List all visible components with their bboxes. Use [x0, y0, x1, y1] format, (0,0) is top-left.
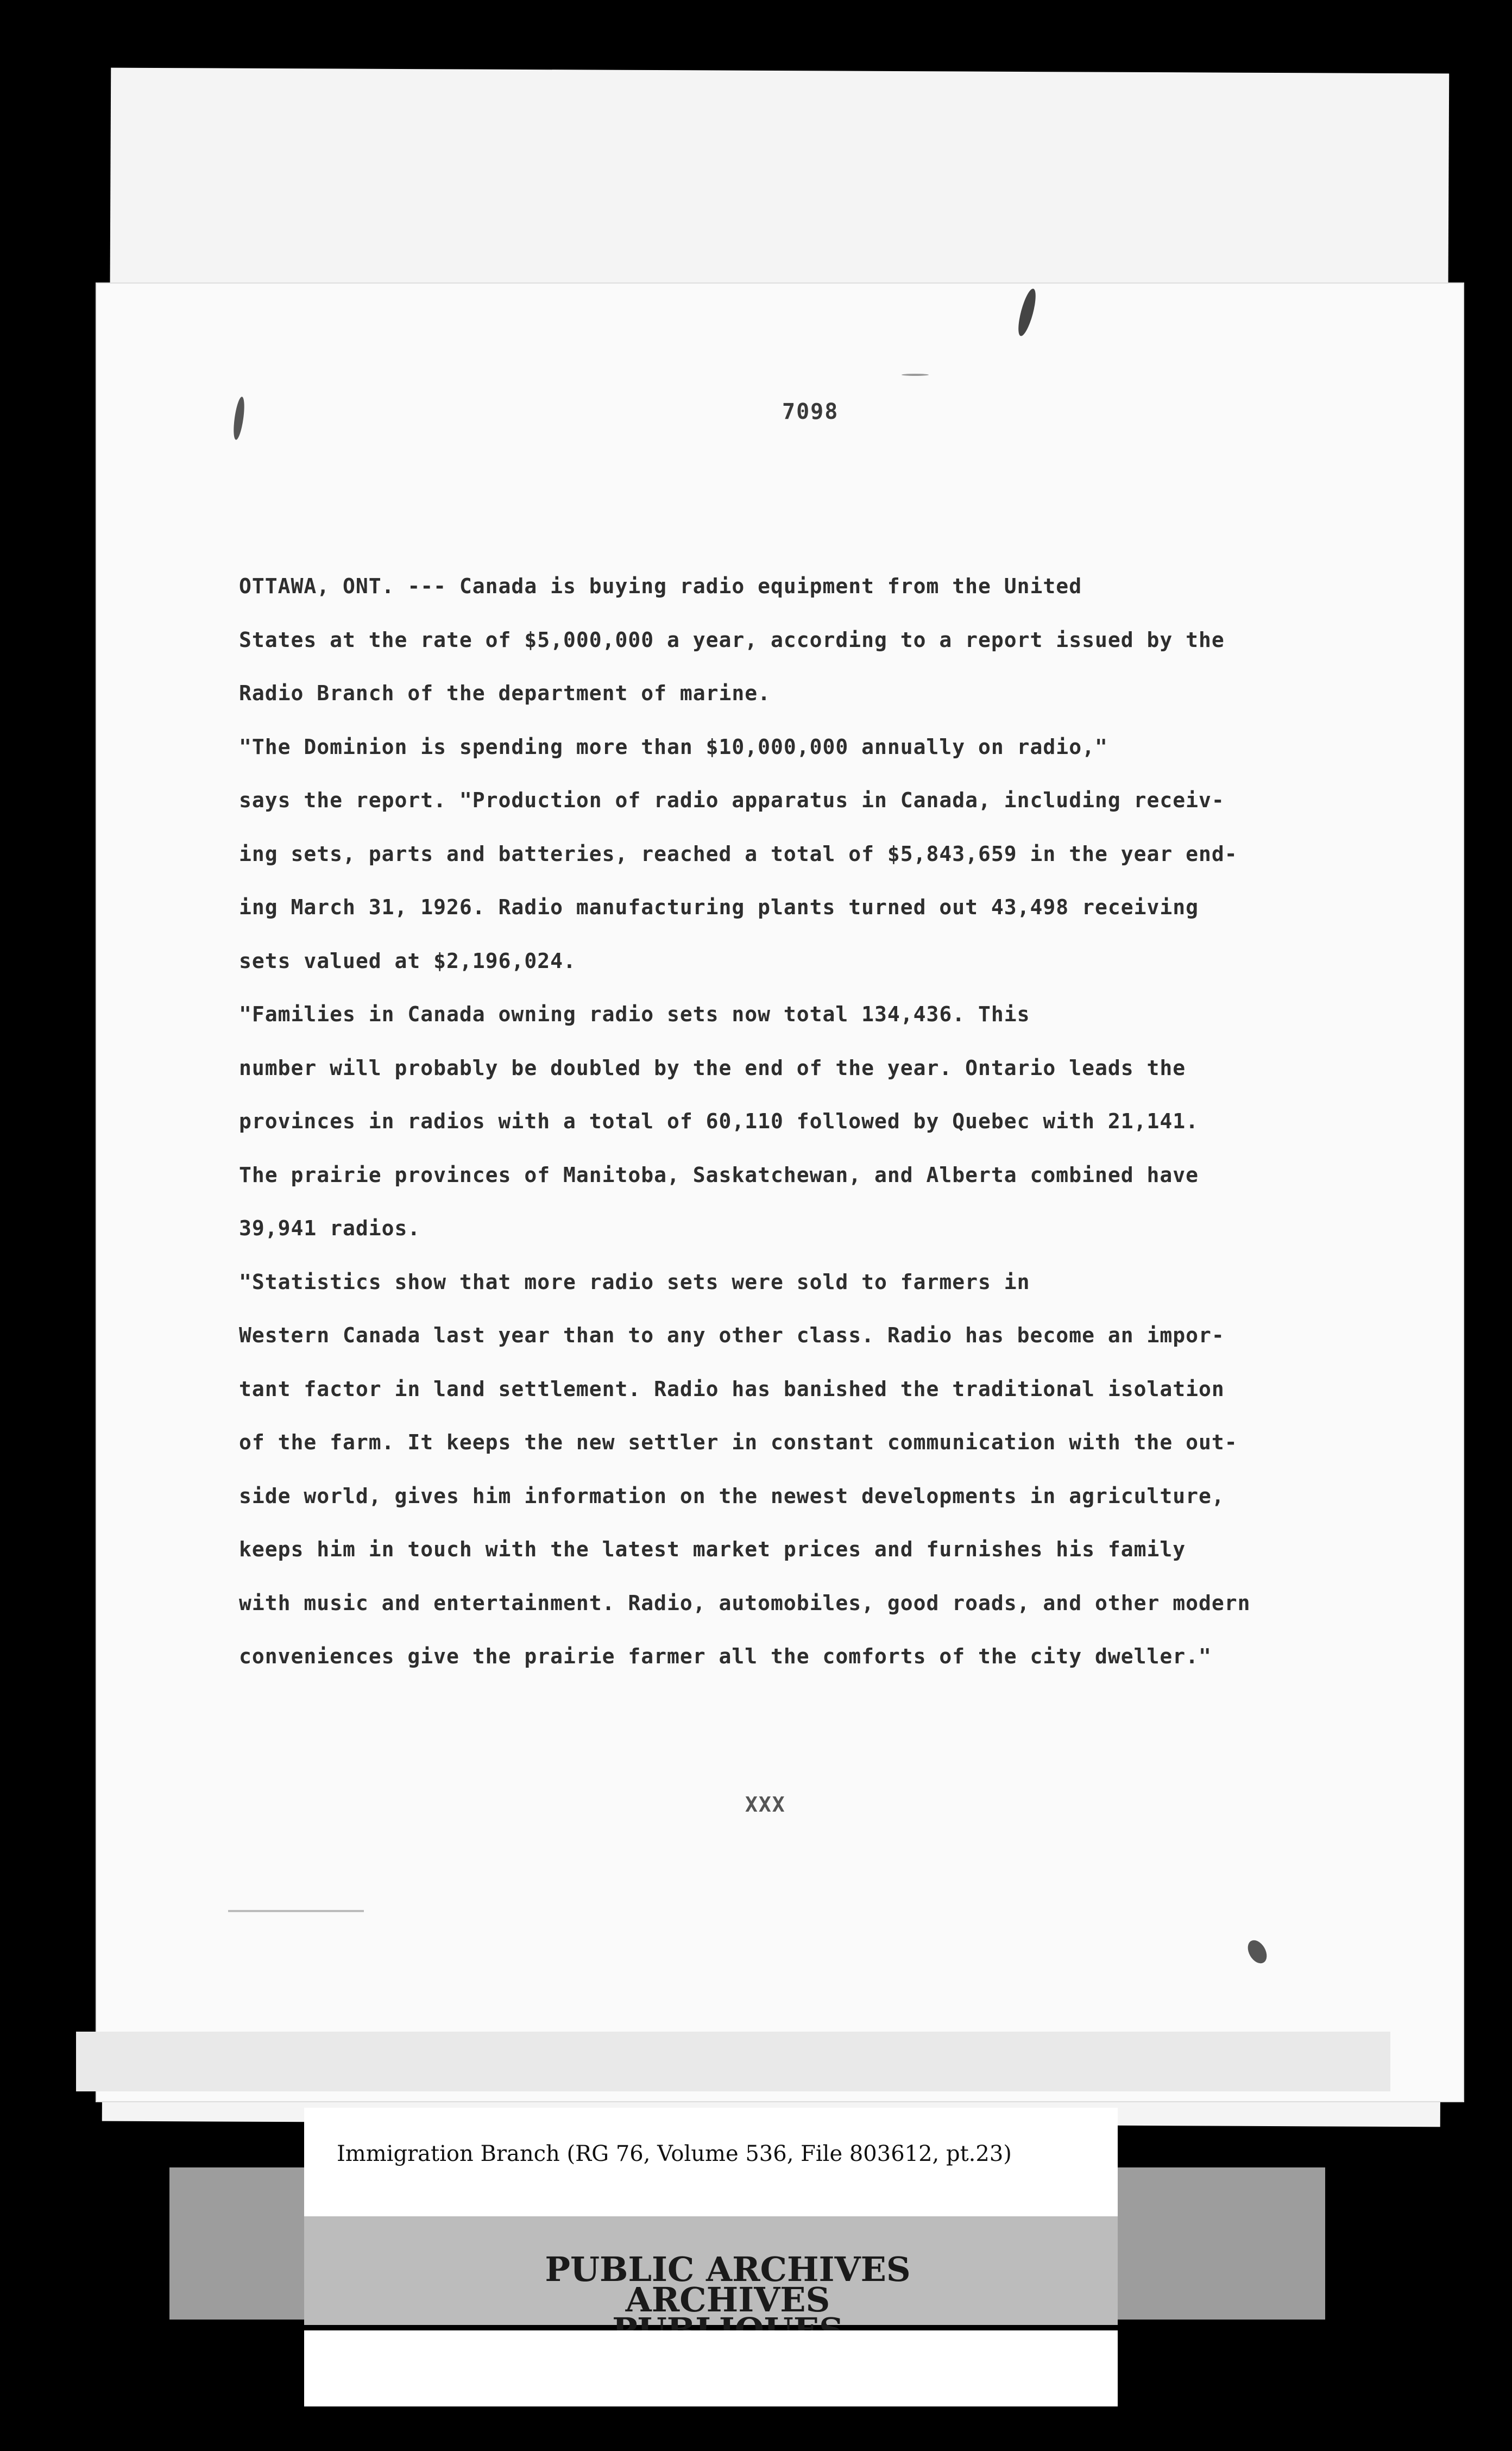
sheet-edge: [76, 2032, 1390, 2091]
paragraph: OTTAWA, ONT. --- Canada is buying radio equipment from the United States at the rate of $5,000,000 a year, according to a report issued by the Radio Branch of the department of marine.: [239, 574, 1225, 705]
stamp-line: PUBLIC ARCHIVES: [545, 2249, 911, 2289]
bottom-card: [304, 2330, 1118, 2406]
archive-reference: Immigration Branch (RG 76, Volume 536, File 803612, pt.23): [337, 2141, 1012, 2166]
archive-label: [304, 2108, 1118, 2216]
paragraph: "The Dominion is spending more than $10,000,000 annually on radio," says the report. "Production of radio apparatus in Canada, including receiv- ing sets, parts and batteries, reached a total of $5,843,659 in the year end- ing March 31, 1926. Radio manufacturing plants turned out 43,498 receiving sets valued at $2,196,024.: [239, 734, 1238, 973]
paragraph: "Families in Canada owning radio sets now total 134,436. This number will probably be doubled by the end of the year. Ontario leads the provinces in radios with a total of 60,110 followed by Quebec with 21,141. The prairie provinces of Manitoba, Saskatchewan, and Alberta combined have 39,941 radios.: [239, 1002, 1199, 1240]
document-body: [239, 560, 1314, 1683]
page-number: 7098: [782, 399, 839, 424]
end-mark: XXX: [745, 1793, 786, 1817]
stray-mark: [228, 1910, 364, 1912]
stray-mark: [902, 374, 929, 376]
stamp-line: ARCHIVES: [625, 2280, 830, 2320]
paragraph: "Statistics show that more radio sets were sold to farmers in Western Canada last year than to any other class. Radio has become an impor- tant factor in land settlement. Radio has banished the traditional isolation of the farm. It keeps the new settler in constant communication with the out- side world, gives him information on the newest developments in agriculture, keeps him in touch with the latest market prices and furnishes his family with music and entertainment. Radio, automobiles, good roads, and other modern conveniences give the prairie farmer all the comforts of the city dweller.": [239, 1270, 1251, 1668]
